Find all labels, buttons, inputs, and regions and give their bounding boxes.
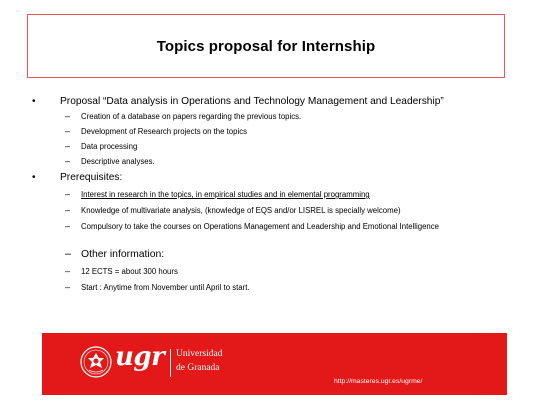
- proposal-item: Creation of a database on papers regarding the previous topics.: [81, 112, 302, 121]
- other-information-label: Other information:: [81, 249, 165, 260]
- dash: –: [65, 111, 71, 121]
- dash: –: [65, 205, 71, 215]
- dash: –: [65, 141, 71, 151]
- dash: –: [65, 189, 71, 199]
- university-name-line2: de Granada: [176, 363, 220, 373]
- bullet-proposal: •: [32, 96, 36, 107]
- prerequisite-item: Knowledge of multivariate analysis, (knowledge of EQS and/or LISREL is specially welcome): [81, 206, 401, 215]
- footer-banner: [42, 333, 507, 395]
- prerequisite-item: Interest in research in the topics, in empirical studies and in elemental programming: [81, 190, 370, 199]
- dash: –: [65, 282, 71, 292]
- dash: –: [65, 266, 71, 276]
- dash: –: [65, 126, 71, 136]
- footer-url-link[interactable]: http://masteres.ugr.es/ugrme/: [334, 378, 423, 385]
- proposal-item: Data processing: [81, 142, 138, 151]
- university-seal-icon: [80, 346, 112, 378]
- proposal-item: Descriptive analyses.: [81, 157, 155, 166]
- proposal-label: Proposal “Data analysis in Operations and Technology Management and Leadership”: [60, 96, 444, 107]
- ugr-logo-text: ugr: [115, 342, 165, 372]
- prerequisite-item: Compulsory to take the courses on Operations Management and Leadership and Emotional Intelligence: [81, 222, 440, 231]
- university-name-line1: Universidad: [176, 349, 223, 359]
- page-title: Topics proposal for Internship: [156, 37, 376, 55]
- proposal-item: Development of Research projects on the topics: [81, 127, 247, 136]
- dash: –: [65, 248, 72, 260]
- dash: –: [65, 221, 71, 231]
- other-item: 12 ECTS = about 300 hours: [81, 267, 178, 276]
- logo-divider: [170, 349, 171, 377]
- dash: –: [65, 156, 71, 166]
- other-item: Start : Anytime from November until April to start.: [81, 283, 250, 292]
- bullet-prerequisites: •: [32, 172, 36, 183]
- title-box: [27, 14, 505, 78]
- prerequisites-label: Prerequisites:: [60, 172, 123, 183]
